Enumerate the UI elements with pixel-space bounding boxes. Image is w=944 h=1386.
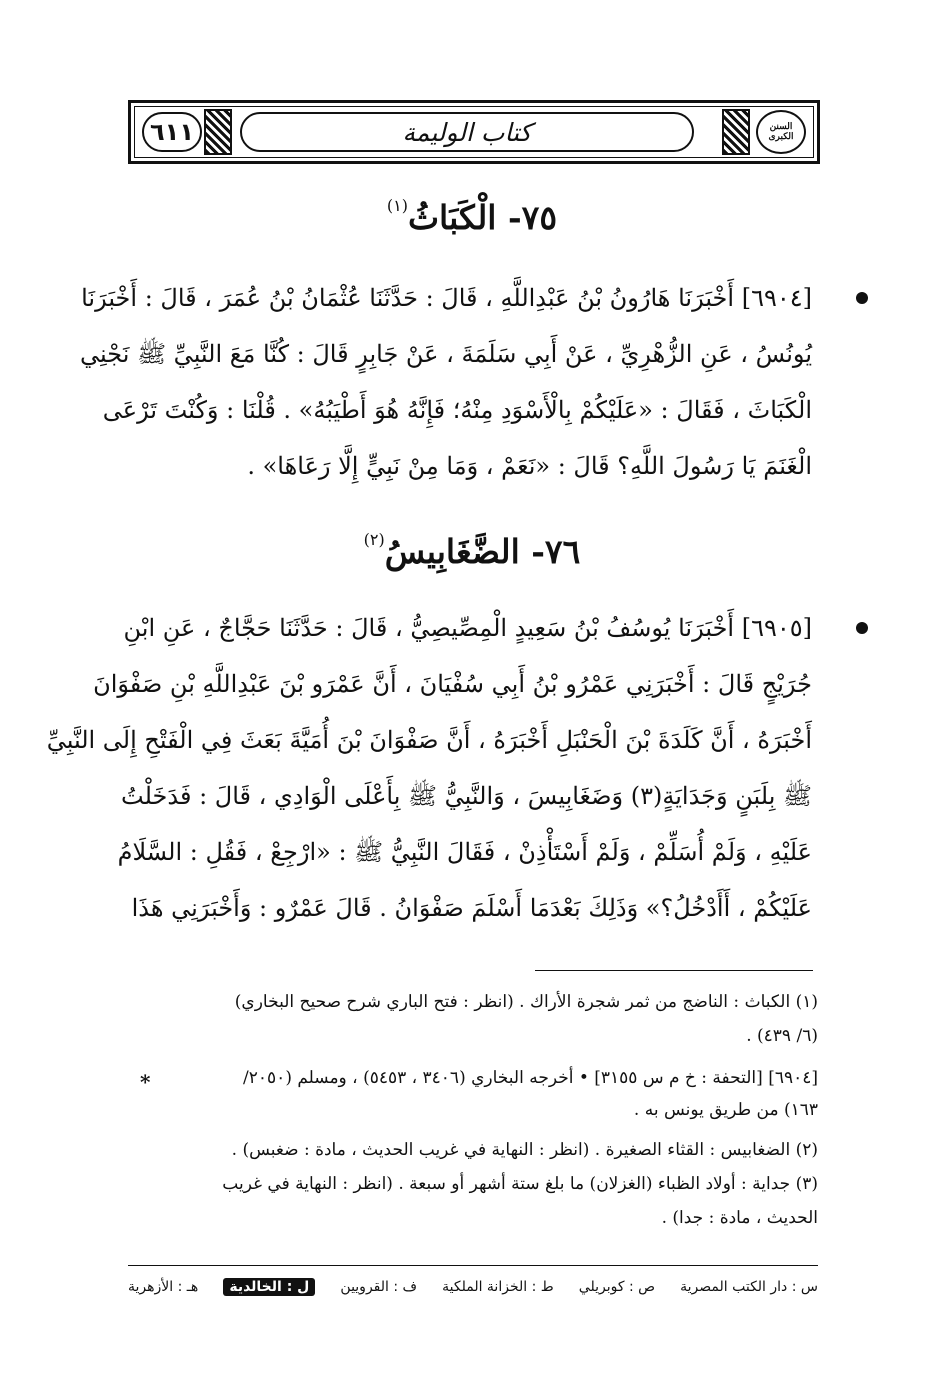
book-logo-seal (756, 110, 806, 154)
footnote-line: [٦٩٠٤] [التحفة : خ م س ٣١٥٥] • أخرجه البخاري (٣٤٠٦ ، ٥٤٥٣) ، ومسلم (٢٠٥٠/ (243, 1068, 818, 1088)
text-line: جُرَيْجٍ قَالَ : أَخْبَرَنِي عَمْرُو بْنُ أَبِي سُفْيَانَ ، أَنَّ عَمْرَو بْنَ عَبْدِاللَّهِ بْنِ صَفْوَانَ (93, 670, 812, 698)
key-item: ط : الخزانة الملكية (442, 1279, 554, 1295)
bullet-icon (856, 622, 868, 634)
key-item: هـ : الأزهرية (128, 1279, 199, 1295)
text-line: [٦٩٠٥] أَخْبَرَنَا يُوسُفُ بْنُ سَعِيدٍ الْمِصِّيصِيُّ ، قَالَ : حَدَّثَنَا حَجَّاجٌ ، عَنِ ابْنِ (123, 614, 812, 642)
hadith-paragraph (46, 600, 812, 936)
text-line: عَلَيْكُمْ ، أَأَدْخُلُ؟» وَذَلِكَ بَعْدَمَا أَسْلَمَ صَفْوَانُ . قَالَ عَمْرٌو : وَأَخْبَرَنِي هَذَا (131, 894, 812, 922)
footnote-line: (١) الكباث : الناضج من ثمر شجرة الأراك . (انظر : فتح الباري شرح صحيح البخاري) (234, 992, 818, 1012)
text-line: [٦٩٠٤] أَخْبَرَنَا هَارُونُ بْنُ عَبْدِاللَّهِ ، قَالَ : حَدَّثَنَا عُثْمَانُ بْنُ عُمَرَ ، قَالَ : أَخْبَرَنَا (81, 284, 812, 312)
section-heading-text: ٧٦- الضَّغَابِيسُ (384, 532, 581, 571)
key-item-highlighted: ل : الخالدية (223, 1278, 315, 1296)
key-item: ف : القرويين (340, 1279, 418, 1295)
key-item: س : دار الكتب المصرية (680, 1279, 818, 1295)
section-heading (0, 530, 944, 571)
footnote-separator (535, 970, 813, 971)
text-line: الْكَبَاثَ ، فَقَالَ : «عَلَيْكُمْ بِالْأَسْوَدِ مِنْهُ؛ فَإِنَّهُ هُوَ أَطْيَبُهُ» . قُلْنَا : وَكُنْتَ تَرْعَى (102, 396, 812, 424)
ornament-knot-icon (722, 109, 750, 155)
text-line: أَخْبَرَهُ ، أَنَّ كَلَدَةَ بْنَ الْحَنْبَلِ أَخْبَرَهُ ، أَنَّ صَفْوَانَ بْنَ أُمَيَّةَ بَعَثَ فِي الْفَتْحِ إِلَى النَّبِيِّ (46, 726, 812, 754)
section-heading (0, 196, 944, 237)
ornament-knot-icon (204, 109, 232, 155)
footnotes (128, 986, 818, 1246)
hadith-paragraph (80, 270, 812, 494)
footnote-line: (٢) الضغابيس : القثاء الصغيرة . (انظر : النهاية في غريب الحديث ، مادة : ضغبس) . (231, 1140, 818, 1160)
footnote-ref: (٢) (363, 530, 385, 549)
page-header (128, 100, 820, 164)
text-line: الْغَنَمَ يَا رَسُولَ اللَّهِ؟ قَالَ : «نَعَمْ ، وَمَا مِنْ نَبِيٍّ إِلَّا رَعَاهَا» . (247, 452, 812, 480)
key-item: ص : كوبريلي (578, 1279, 656, 1295)
text-line: عَلَيْهِ ، وَلَمْ أُسَلِّمْ ، وَلَمْ أَسْتَأْذِنْ ، فَقَالَ النَّبِيُّ ﷺ : «ارْجِعْ ، فَقُلِ : السَّلَامُ (117, 838, 812, 866)
footnote-line: (٣) جداية : أولاد الظباء (الغزلان) ما بلغ ستة أشهر أو سبعة . (انظر : النهاية في غريب (222, 1174, 818, 1194)
key-separator (128, 1265, 818, 1266)
page-number: ٦١١ (150, 118, 194, 146)
page-number-cartouche (142, 112, 202, 152)
section-heading-text: ٧٥- الْكَبَاثُ (407, 198, 558, 237)
footnote-line: (٦/ ٤٣٩) . (746, 1026, 818, 1046)
logo-text: السنن الكبرى (768, 122, 794, 142)
bullet-icon (856, 292, 868, 304)
text-line: ﷺ بِلَبَنٍ وَجَدَايَةٍ(٣) وَضَغَابِيسَ ، وَالنَّبِيُّ ﷺ بِأَعْلَى الْوَادِي ، قَالَ : فَدَخَلْتُ (121, 782, 812, 810)
footnote-line: ١٦٣) من طريق يونس به . (633, 1100, 818, 1120)
footnote-line: الحديث ، مادة : جدا) . (661, 1208, 818, 1228)
footnote-ref: (١) (386, 196, 408, 215)
title-cartouche (240, 112, 694, 152)
text-line: يُونُسُ ، عَنِ الزُّهْرِيِّ ، عَنْ أَبِي سَلَمَةَ ، عَنْ جَابِرٍ قَالَ : كُنَّا مَعَ النَّبِيِّ ﷺ نَجْنِي (80, 340, 812, 368)
running-title: كتاب الوليمة (402, 117, 532, 147)
takhrij-star-icon: * (140, 1070, 151, 1094)
manuscript-key (128, 1274, 818, 1300)
